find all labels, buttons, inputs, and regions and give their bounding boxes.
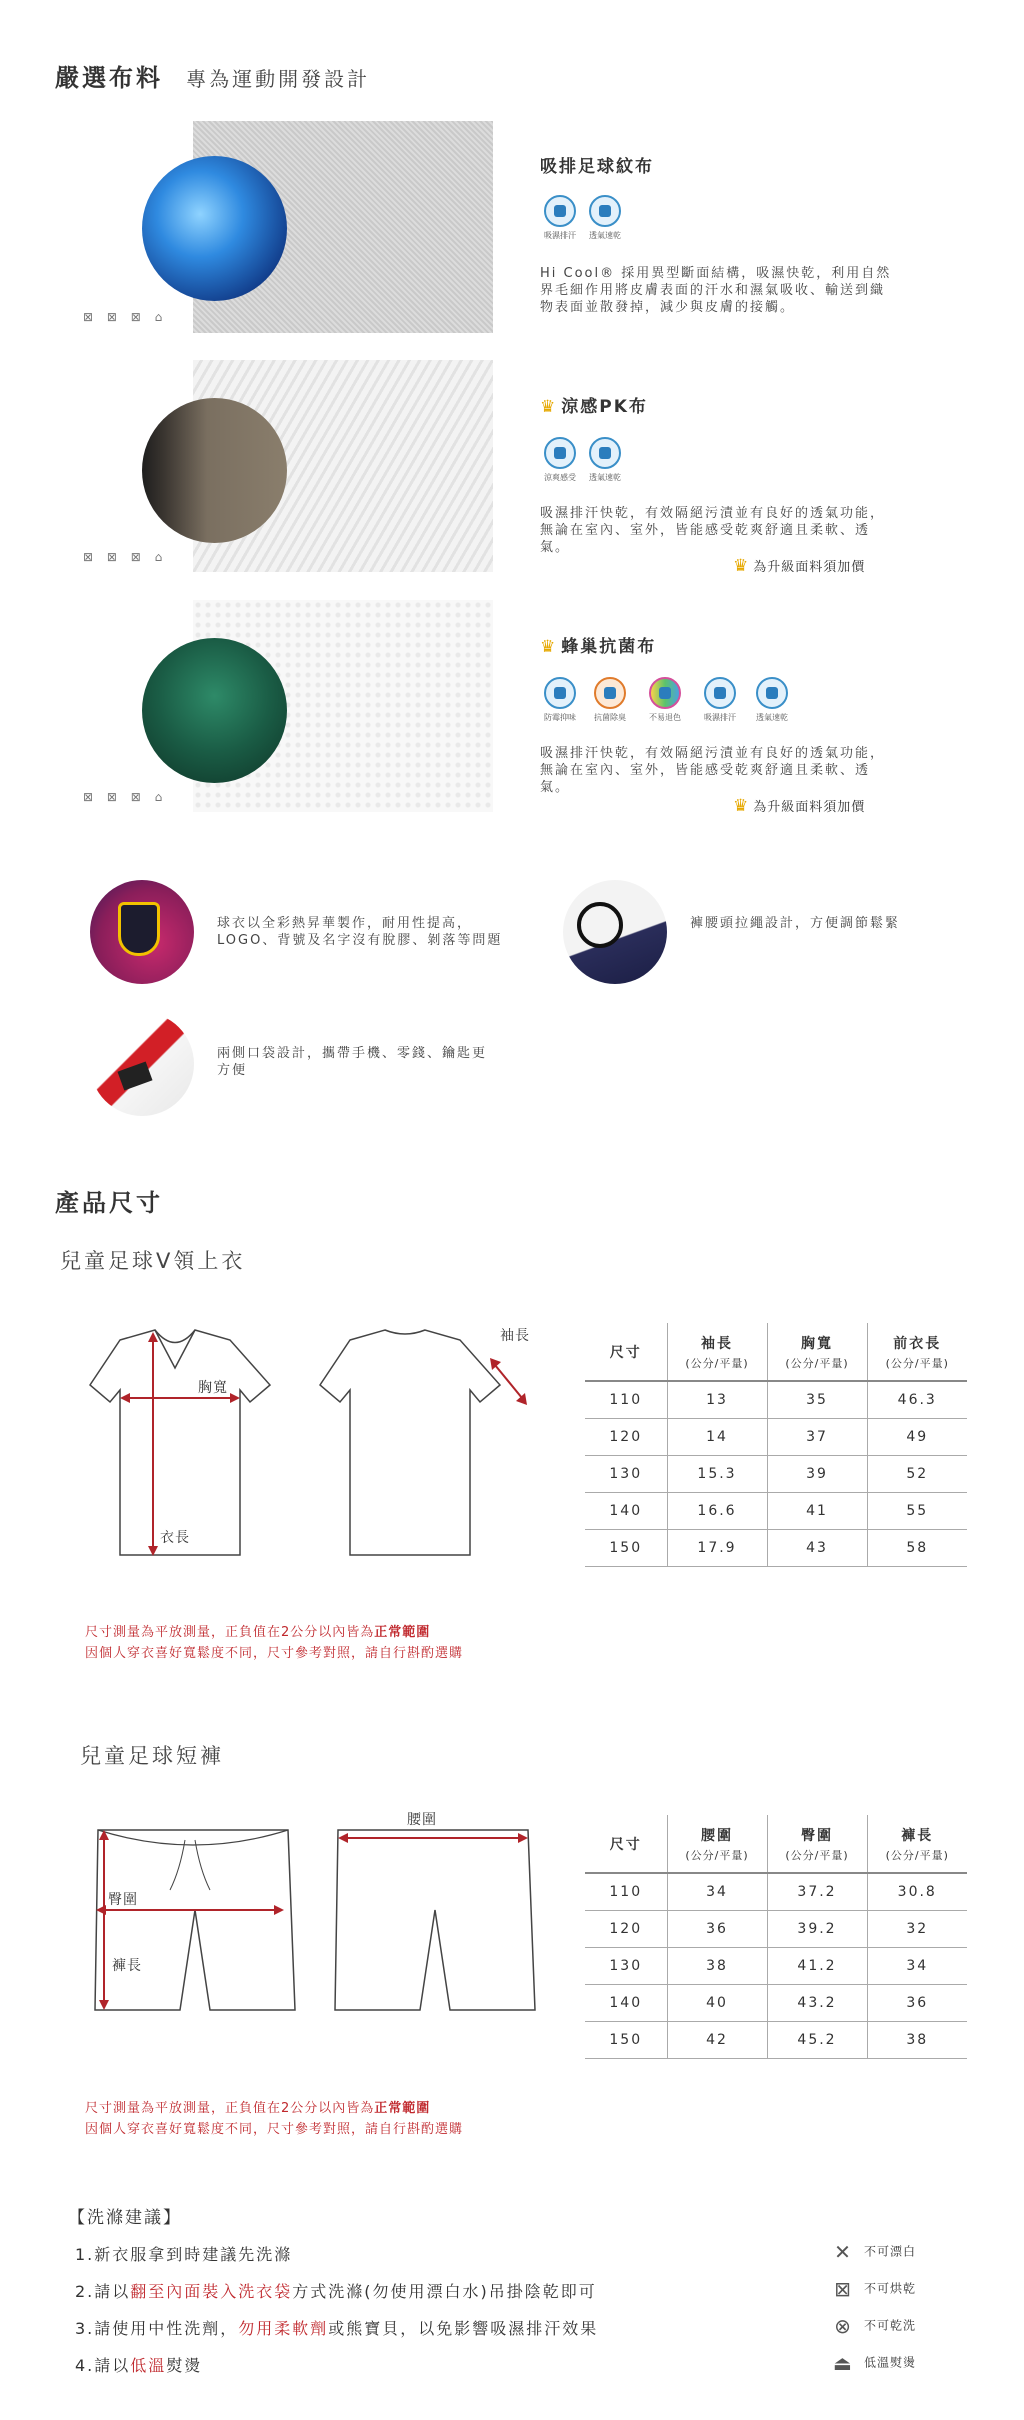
- fabric-closeup-circle: [142, 398, 287, 543]
- fabric-name: [540, 392, 648, 417]
- feature-label: 吸濕排汗: [704, 713, 736, 722]
- table-header: 胸寬 (公分/平量): [767, 1323, 867, 1381]
- hip-label: 臀圍: [108, 1892, 138, 1908]
- table-row: 140 16.6 41 55: [585, 1492, 967, 1529]
- quick-dry-icon: [756, 677, 788, 709]
- feature-label: 透氣速乾: [589, 231, 621, 240]
- feature-icon-antibacterial: [590, 677, 630, 723]
- wash-step-3: 3.請使用中性洗劑，勿用柔軟劑或熊寶貝，以免影響吸濕排汗效果: [75, 2319, 599, 2338]
- crown-icon: ♛: [733, 796, 750, 816]
- shirt-size-table: [585, 1323, 967, 1567]
- care-no-bleach: [830, 2240, 916, 2264]
- moisture-wicking-icon: [704, 677, 736, 709]
- table-row: 150 42 45.2 38: [585, 2021, 967, 2058]
- care-icons: ⊠ ⊠ ⊠ ⌂: [83, 790, 168, 804]
- crown-icon: ♛: [540, 397, 558, 417]
- length-label: 衣長: [160, 1530, 190, 1546]
- fabric-name: [540, 632, 656, 657]
- feature-label: 涼爽感受: [544, 473, 576, 482]
- care-icons: ⊠ ⊠ ⊠ ⌂: [83, 550, 168, 564]
- fabric-section-subtitle: 專為運動開發設計: [186, 67, 371, 91]
- feature-icon-cool-feel: [540, 437, 580, 483]
- no-tumble-dry-icon: ⊠: [834, 2277, 852, 2301]
- shirt-measure-diagram: [70, 1310, 540, 1570]
- feature-icon-moisture-wicking: [700, 677, 740, 723]
- feature-text-print: 球衣以全彩熱昇華製作，耐用性提高，LOGO、背號及名字沒有脫膠、剝落等問題: [217, 916, 503, 948]
- side-pocket-image: [90, 1012, 194, 1116]
- table-header: 尺寸: [585, 1815, 667, 1873]
- feature-icon-colorfast: [645, 677, 685, 723]
- feature-icon-antimold: [540, 677, 580, 723]
- no-dry-clean-icon: ⊗: [834, 2314, 852, 2338]
- wash-highlight: 翻至內面裝入洗衣袋: [130, 2282, 293, 2301]
- feature-text-drawstring: 褲腰頭拉繩設計，方便調節鬆緊: [690, 916, 901, 931]
- fabric-description: 吸濕排汗快乾，有效隔絕污漬並有良好的透氣功能，無論在室內、室外，皆能感受乾爽舒適且柔軟、透氣。: [540, 506, 886, 555]
- table-row: 120 14 37 49: [585, 1418, 967, 1455]
- note-text: 尺寸測量為平放測量，正負值在2公分以內皆為: [85, 2101, 375, 2116]
- table-row: 130 15.3 39 52: [585, 1455, 967, 1492]
- note-text: 因個人穿衣喜好寬鬆度不同，尺寸參考對照，請自行斟酌選購: [85, 1646, 464, 1661]
- feature-label: 吸濕排汗: [544, 231, 576, 240]
- sleeve-label: 袖長: [500, 1328, 530, 1344]
- note-text: 尺寸測量為平放測量，正負值在2公分以內皆為: [85, 1625, 375, 1640]
- shorts-size-title: 兒童足球短褲: [80, 1744, 224, 1768]
- no-bleach-icon: ✕: [834, 2240, 852, 2264]
- shirt-front-outline: [90, 1330, 270, 1555]
- feature-icon-quick-dry: [752, 677, 792, 723]
- shirt-size-note: [85, 1622, 463, 1664]
- table-row: 110 13 35 46.3: [585, 1381, 967, 1418]
- care-label: 不可漂白: [864, 2244, 917, 2259]
- care-low-iron: [830, 2351, 916, 2375]
- fabric-name-text: 蜂巢抗菌布: [561, 637, 657, 657]
- feature-icon-moisture-wicking: [540, 195, 580, 241]
- wash-step-2: 2.請以翻至內面裝入洗衣袋方式洗滌(勿使用漂白水)吊掛陰乾即可: [75, 2282, 597, 2301]
- fabric-closeup-circle: [142, 156, 287, 301]
- shorts-back-outline: [335, 1830, 535, 2010]
- table-header-row: [585, 1815, 967, 1873]
- fabric-description: Hi Cool® 採用異型斷面結構，吸濕快乾，利用自然界毛細作用將皮膚表面的汗水和濕氣吸收、輸送到織物表面並散發掉，減少與皮膚的接觸。: [540, 266, 892, 315]
- shorts-size-note: [85, 2098, 463, 2140]
- wash-section-title: 【洗滌建議】: [68, 2208, 182, 2228]
- care-no-dry-clean: [830, 2314, 916, 2338]
- upgrade-note-text: 為升級面料須加價: [753, 560, 866, 575]
- cool-feel-icon: [544, 437, 576, 469]
- shorts-measure-diagram: [70, 1800, 540, 2030]
- shorts-front-outline: [95, 1830, 295, 2010]
- wash-highlight: 低溫: [130, 2356, 167, 2375]
- care-icons: ⊠ ⊠ ⊠ ⌂: [83, 310, 168, 324]
- table-header: 前衣長 (公分/平量): [867, 1323, 967, 1381]
- feature-label: 抗菌除臭: [594, 713, 626, 722]
- table-header-row: [585, 1323, 967, 1381]
- feature-label: 透氣速乾: [756, 713, 788, 722]
- table-row: 110 34 37.2 30.8: [585, 1873, 967, 1910]
- table-row: 140 40 43.2 36: [585, 1984, 967, 2021]
- fabric-description: 吸濕排汗快乾，有效隔絕污漬並有良好的透氣功能，無論在室內、室外，皆能感受乾爽舒適且柔軟、透氣。: [540, 746, 886, 795]
- note-text: 因個人穿衣喜好寬鬆度不同，尺寸參考對照，請自行斟酌選購: [85, 2122, 464, 2137]
- quick-dry-icon: [589, 437, 621, 469]
- feature-icon-quick-dry: [585, 195, 625, 241]
- upgrade-note-text: 為升級面料須加價: [753, 800, 866, 815]
- table-header: 臀圍 (公分/平量): [767, 1815, 867, 1873]
- shorts-size-table: [585, 1815, 967, 2059]
- crown-icon: ♛: [733, 556, 750, 576]
- quick-dry-icon: [589, 195, 621, 227]
- feature-icon-quick-dry: [585, 437, 625, 483]
- fabric-section-title: 嚴選布料: [55, 64, 163, 92]
- care-label: 不可乾洗: [864, 2318, 917, 2333]
- upgrade-note: [733, 556, 865, 576]
- wash-highlight: 勿用柔軟劑: [238, 2319, 329, 2338]
- fabric-name: 吸排足球紋布: [540, 157, 654, 177]
- feature-label: 透氣速乾: [589, 473, 621, 482]
- chest-label: 胸寬: [198, 1380, 228, 1396]
- note-highlight: 正常範圍: [374, 2101, 431, 2116]
- care-label: 低溫熨燙: [864, 2355, 917, 2370]
- shirt-size-title: 兒童足球V領上衣: [60, 1249, 246, 1273]
- low-iron-icon: ⏏: [833, 2351, 853, 2375]
- size-section-title: 產品尺寸: [55, 1189, 163, 1217]
- note-highlight: 正常範圍: [374, 1625, 431, 1640]
- moisture-wicking-icon: [544, 195, 576, 227]
- colorfast-icon: [649, 677, 681, 709]
- length-label: 褲長: [112, 1958, 142, 1974]
- table-row: 130 38 41.2 34: [585, 1947, 967, 1984]
- care-label: 不可烘乾: [864, 2281, 917, 2296]
- antimold-icon: [544, 677, 576, 709]
- table-header: 袖長 (公分/平量): [667, 1323, 767, 1381]
- waist-drawstring-image: [563, 880, 667, 984]
- antibacterial-icon: [594, 677, 626, 709]
- jersey-print-image: [90, 880, 194, 984]
- table-row: 120 36 39.2 32: [585, 1910, 967, 1947]
- wash-step-1: 1.新衣服拿到時建議先洗滌: [75, 2245, 293, 2264]
- feature-text-pocket: 兩側口袋設計，攜帶手機、零錢、鑰匙更方便: [217, 1046, 488, 1078]
- wash-step-4: 4.請以低溫熨燙: [75, 2356, 203, 2375]
- table-header: 腰圍 (公分/平量): [667, 1815, 767, 1873]
- feature-label: 防霉抑味: [544, 713, 576, 722]
- waist-label: 腰圍: [407, 1812, 437, 1828]
- table-header: 褲長 (公分/平量): [867, 1815, 967, 1873]
- table-row: 150 17.9 43 58: [585, 1529, 967, 1566]
- table-header: 尺寸: [585, 1323, 667, 1381]
- care-no-tumble-dry: [830, 2277, 916, 2301]
- crown-icon: ♛: [540, 637, 558, 657]
- fabric-section-header: [55, 58, 370, 93]
- fabric-closeup-circle: [142, 638, 287, 783]
- shirt-back-outline: [320, 1330, 500, 1555]
- upgrade-note: [733, 796, 865, 816]
- fabric-name-text: 涼感PK布: [561, 397, 648, 417]
- feature-label: 不易退色: [649, 713, 681, 722]
